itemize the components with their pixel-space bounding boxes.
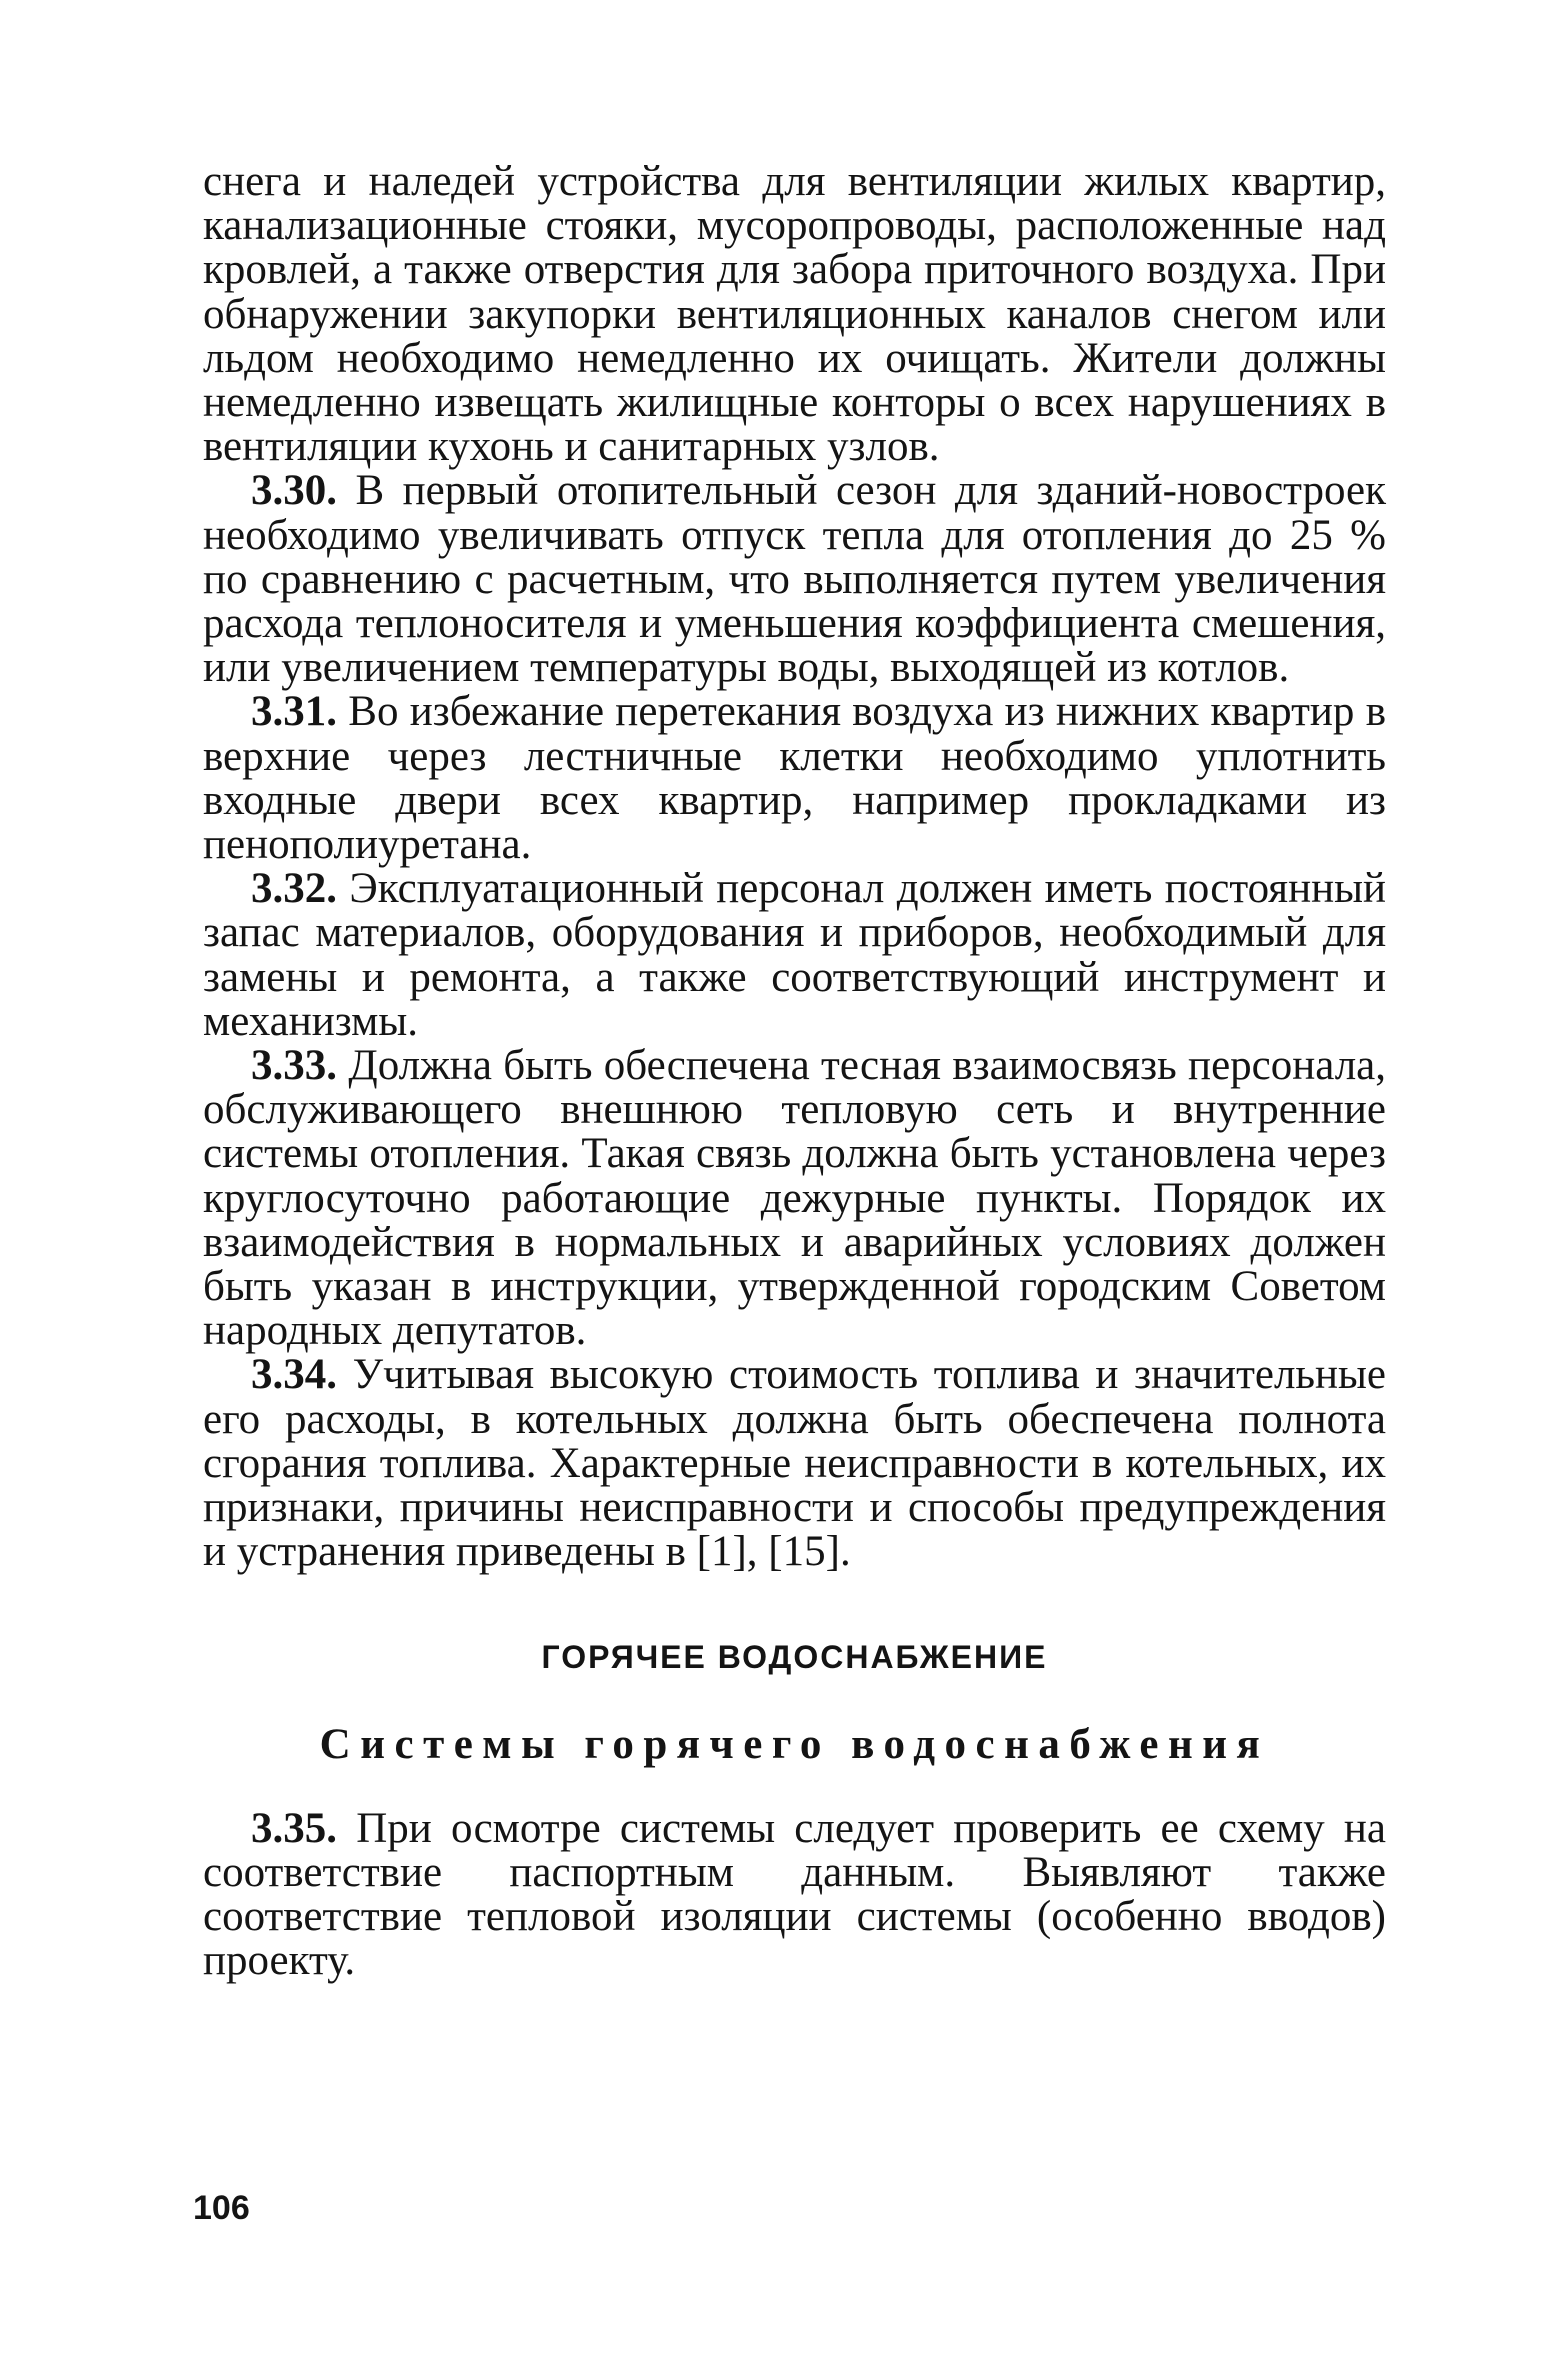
page-number: 106 (193, 2189, 250, 2227)
paragraph-3-32 (203, 867, 1386, 1044)
paragraph-text: Учитывая высокую стоимость топлива и значительные его расходы, в котельных должна быть обеспечена полнота сгорания топлива. Характерные неисправности в котельных, их признаки, причины неисправности и способы предупреждения и устранения приведены в [1], [15]. (203, 1351, 1386, 1576)
paragraph-text: Эксплуатационный персонал должен иметь постоянный запас материалов, оборудования и приборов, необходимый для замены и ремонта, а также соответствующий инструмент и механизмы. (203, 865, 1386, 1045)
paragraph-text: Должна быть обеспечена тесная взаимосвязь персонала, обслуживающего внешнюю тепловую сеть и внутренние системы отопления. Такая связь должна быть установлена через круглосуточно работающие дежурные пункты. Порядок их взаимодействия в нормальных и аварийных условиях должен быть указан в инструкции, утвержденной городским Советом народных депутатов. (203, 1042, 1387, 1355)
paragraph-number: 3.34. (251, 1351, 337, 1399)
paragraph-number: 3.35. (251, 1804, 337, 1852)
paragraph-number: 3.30. (251, 467, 337, 515)
paragraph-3-35 (203, 1804, 1386, 1985)
paragraph-3-30 (203, 469, 1386, 690)
section-heading: ГОРЯЧЕЕ ВОДОСНАБЖЕНИЕ (541, 1638, 1048, 1675)
subsection-heading: Системы горячего водоснабжения (319, 1720, 1270, 1768)
paragraph-text: Во избежание перетекания воздуха из нижних квартир в верхние через лестничные клетки необходимо уплотнить входные двери всех квартир, например прокладками из пенополиуретана. (203, 688, 1386, 869)
paragraph-text: В первый отопительный сезон для зданий-новостроек необходимо увеличивать отпуск тепла для отопления до 25 % по сравнению с расчетным, что выполняется путем увеличения расхода теплоносителя и уменьшения коэффициента смешения, или увеличением температуры воды, выходящей из котлов. (203, 467, 1386, 692)
paragraph-3-33 (203, 1044, 1386, 1353)
paragraph-number: 3.31. (251, 688, 337, 736)
paragraph-text: При осмотре системы следует проверить ее схему на соответствие паспортным данным. Выявляют также соответствие тепловой изоляции системы (особенно вводов) проекту. (203, 1804, 1386, 1985)
paragraph-3-34 (203, 1353, 1386, 1574)
paragraph-3-31 (203, 690, 1386, 867)
paragraph-number: 3.33. (251, 1042, 337, 1090)
paragraph-text: снега и наледей устройства для вентиляции жилых квартир, канализационные стояки, мусоропроводы, расположенные над кровлей, а также отверстия для забора приточного воздуха. При обнаружении закупорки вентиляционных каналов снегом или льдом необходимо немедленно их очищать. Жители должны немедленно извещать жилищные конторы о всех нарушениях в вентиляции кухонь и санитарных узлов. (203, 158, 1386, 471)
paragraph-number: 3.32. (251, 865, 337, 913)
paragraph-ventilation-continuation (203, 160, 1386, 469)
document-page (203, 160, 1386, 1983)
